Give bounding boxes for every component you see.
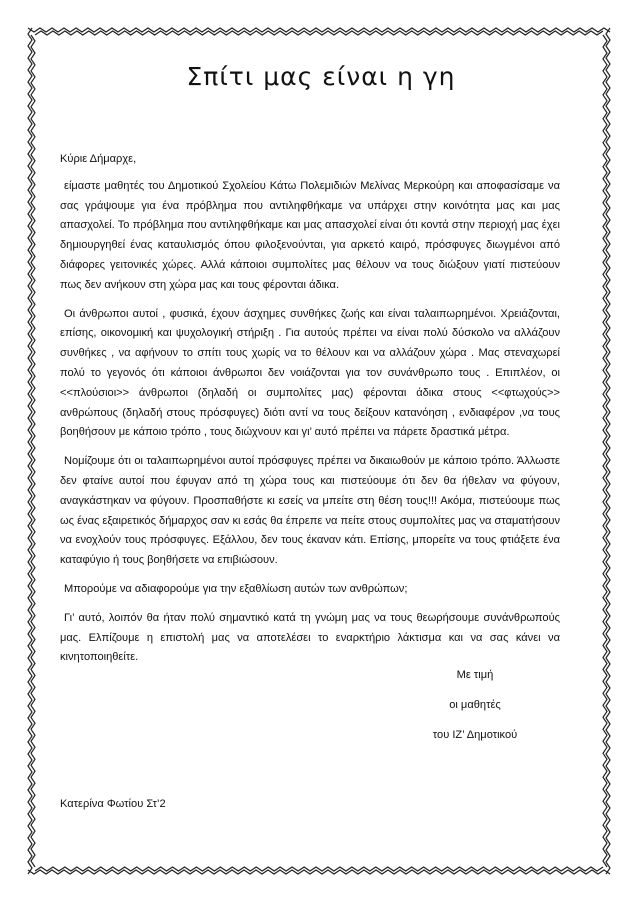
- signoff-line-3: του ΙΖ’ Δημοτικού: [432, 729, 518, 741]
- paragraph-3: Νομίζουμε ότι οι ταλαιπωρημένοι αυτοί πρόσφυγες πρέπει να δικαιωθούν με κάποιο τρόπο. Άλλωστε δεν φταίνε αυτοί που έφυγαν από τη χώρα τους και πιστεύουμε ότι δεν θα ήθελαν να φύγουν, αναγκάστηκαν να φύγουν. Προσπαθήστε κι εσείς να μπείτε στη θέση τους!!! Ακόμα, πιστεύουμε πως ως ένας εξαιρετικός δήμαρχος σαν κι εσάς θα έπρεπε να πείτε στους συμπολίτες μας να σταματήσουν να ενοχλούν τους πρόσφυγες. Εξάλλου, δεν τους έκαναν κάτι. Επίσης, μπορείτε να τους φτιάξετε ένα καταφύγιο ή τους βοηθήσετε να επιβιώσουν.: [60, 455, 560, 567]
- author-name: Κατερίνα Φωτίου Στ’2: [60, 798, 166, 810]
- paragraph-5: Γι’ αυτό, λοιπόν θα ήταν πολύ σημαντικό κατά τη γνώμη μας να τους θεωρήσουμε συνάνθρωπούς μας. Ελπίζουμε η επιστολή μας να αποτελέσει το εναρκτήριο λάκτισμα και να σας κάνει να κινητοποιηθείτε.: [60, 611, 560, 664]
- signoff: [400, 660, 550, 750]
- signoff-line-1: Με τιμή: [456, 669, 494, 681]
- paragraph-1: είμαστε μαθητές του Δημοτικού Σχολείου Κάτω Πολεμιδιών Μελίνας Μερκούρη και αποφασίσαμε να σας γράψουμε για ένα πρόβλημα που αντιληφθήκαμε να υπάρχει στην κοινότητα μας και μας απασχολεί. Το πρόβλημα που αντιληφθήκαμε και μας απασχολεί είναι ότι κοντά στην περιοχή μας έχει δημιουργηθεί ένας καταυλισμός όπου φιλοξενούνται, για αρκετό καιρό, πρόσφυγες διωγμένοι από διάφορες γειτονικές χώρες. Αλλά κάποιοι συμπολίτες μας θέλουν να τους διώξουν γιατί πιστεύουν πως δεν ανήκουν στη χώρα μας και τους φέρονται άδικα.: [60, 179, 560, 291]
- paragraph-2: Οι άνθρωποι αυτοί , φυσικά, έχουν άσχημες συνθήκες ζωής και είναι ταλαιπωρημένοι. Χρειάζονται, επίσης, οικονομική και ψυχολογική στήριξη . Για αυτούς πρέπει να είναι πολύ δύσκολο να αλλάζουν συνθήκες , να αφήνουν το σπίτι τους χωρίς να το θέλουν και να αλλάζουν χώρα . Μας στεναχωρεί πολύ το γεγονός ότι κάποιοι άνθρωποι δεν νοιάζονται για τον συνάνθρωπο τους . Επιπλέον, οι <<πλούσιοι>> άνθρωποι (δηλαδή οι συμπολίτες μας) φέρονται άδικα στους <<φτωχούς>> ανθρώπους (δηλαδή στους πρόσφυγες) διότι αντί να τους δείξουν κατανόηση , ενδιαφέρον ,να τους βοηθήσουν με κάποιο τρόπο , τους διώχνουν και γι’ αυτό πρέπει να πάρετε δραστικά μέτρα.: [60, 307, 560, 439]
- letter-body: [60, 150, 560, 677]
- signoff-line-2: οι μαθητές: [449, 699, 501, 711]
- paragraph-4: Μπορούμε να αδιαφορούμε για την εξαθλίωση αυτών των ανθρώπων;: [64, 582, 408, 595]
- greeting: Κύριε Δήμαρχε,: [60, 153, 137, 165]
- letter-title: Σπίτι μας είναι η γη: [186, 62, 456, 91]
